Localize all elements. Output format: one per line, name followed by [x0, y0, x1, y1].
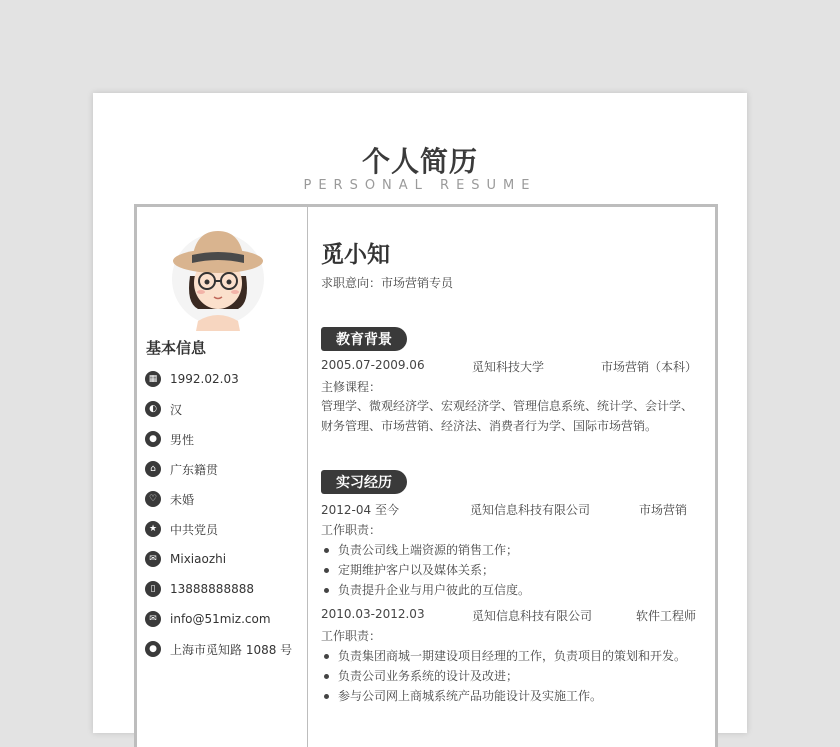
location-icon: ●: [145, 641, 161, 657]
home-icon: ⌂: [145, 461, 161, 477]
education-school: 觅知科技大学: [472, 360, 545, 374]
job-period: 2010.03-2012.03: [321, 607, 425, 621]
marital-icon: ♡: [145, 491, 161, 507]
info-marital: ♡ 未婚: [145, 489, 194, 509]
courses-text: 管理学、微观经济学、宏观经济学、管理信息系统、统计学、会计学、财务管理、市场营销、经济法、消费者行为学、国际市场营销。: [321, 399, 694, 433]
column-divider: [307, 207, 308, 747]
job-company: 觅知信息科技有限公司: [472, 609, 593, 623]
job-period: 2012-04 至今: [321, 503, 399, 517]
info-birthdate: ▦ 1992.02.03: [145, 369, 239, 389]
resume-frame: [134, 204, 718, 747]
info-gender: ● 男性: [145, 429, 194, 449]
resume-subtitle: PERSONAL RESUME: [303, 178, 537, 193]
avatar: [168, 221, 268, 331]
duties-label: 工作职责：: [321, 523, 382, 537]
job-company: 觅知信息科技有限公司: [470, 503, 591, 517]
info-address: ● 上海市觅知路 1088 号: [145, 639, 292, 659]
calendar-icon: ▦: [145, 371, 161, 387]
education-heading: 教育背景: [321, 327, 407, 351]
duties-label: 工作职责：: [321, 629, 382, 643]
education-major: 市场营销（本科）: [601, 360, 698, 374]
job-role: 市场营销: [639, 503, 688, 517]
experience-heading: 实习经历: [321, 470, 407, 494]
wechat-icon: ✉: [145, 551, 161, 567]
duty-item: 定期维护客户以及媒体关系；: [321, 561, 494, 578]
duty-item: 负责提升企业与用户彼此的互信度。: [321, 581, 530, 598]
resume-page: [93, 93, 747, 733]
phone-icon: ▯: [145, 581, 161, 597]
ethnicity-icon: ◐: [145, 401, 161, 417]
duty-item: 参与公司网上商城系统产品功能设计及实施工作。: [321, 687, 602, 704]
info-party: ★ 中共党员: [145, 519, 218, 539]
info-phone: ▯ 13888888888: [145, 579, 254, 599]
info-email: ✉ info@51miz.com: [145, 609, 271, 629]
info-hometown: ⌂ 广东籍贯: [145, 459, 218, 479]
courses-label: 主修课程：: [321, 380, 382, 394]
info-ethnicity: ◐ 汉: [145, 399, 182, 419]
candidate-name: 觅小知: [321, 242, 390, 268]
email-icon: ✉: [145, 611, 161, 627]
duty-item: 负责公司线上端资源的销售工作；: [321, 541, 518, 558]
basic-info-heading: 基本信息: [146, 339, 207, 357]
party-icon: ★: [145, 521, 161, 537]
duty-item: 负责公司业务系统的设计及改进；: [321, 667, 518, 684]
resume-title: 个人简历: [361, 145, 478, 178]
job-role: 软件工程师: [636, 609, 697, 623]
info-wechat: ✉ Mixiaozhi: [145, 549, 226, 569]
gender-icon: ●: [145, 431, 161, 447]
education-period: 2005.07-2009.06: [321, 358, 425, 372]
job-objective: 求职意向：市场营销专员: [321, 276, 454, 290]
duty-item: 负责集团商城一期建设项目经理的工作，负责项目的策划和开发。: [321, 647, 686, 664]
